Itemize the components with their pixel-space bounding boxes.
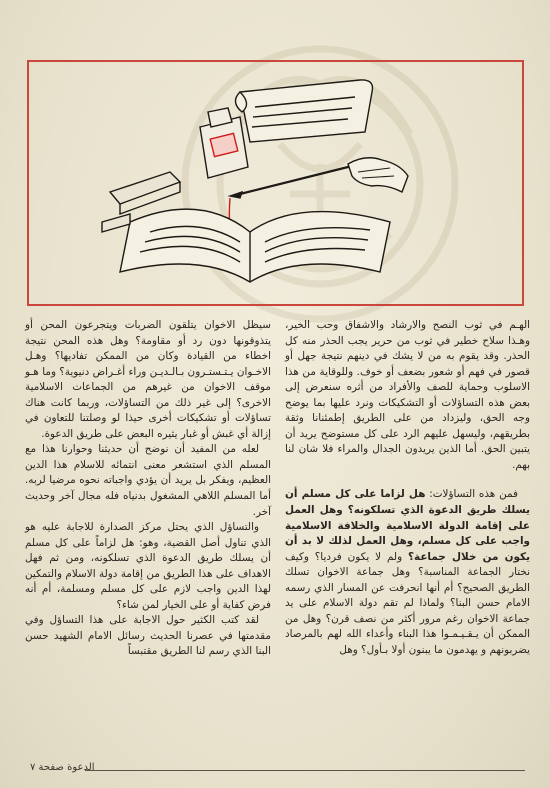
article-column-left [25, 318, 271, 660]
paragraph: الهـم في ثوب النصح والارشاد والاشفاق وحب الخير، وهـذا سلاح خطير في ثوب من حرير يجب الحذر منه كل الحذر. وقد يقوم به من لا يشك في دينهم نتيجة جهل أو قصور في فهم أو شعور بضعف أو خوف. وللوقاية من هذا الاسلوب وحماية للصف والأفراد من أثره سنعرض إلى بعض هذه التساؤلات أو التشكيكات ونرد عليها بما يوضح وجه الحق، وليزداد من على الطريق إطمئنانا وثقة بطريقهم، وليسهل عليهم الرد على كل مستوضح يريد أن يتبين الحق. أما الذين يريدون الجدال والمراء فلا شان لنا بهم. [285, 319, 530, 471]
paragraph: لقد كتب الكثير حول الاجابة على هذا التساؤل وفي مقدمتها في عصرنا الحديث رسائل الامام الشهيد حسن البنا الذي رسم لنا الطريق مقتبساً [25, 614, 271, 658]
paragraph: سيظل الاخوان يتلقون الضربات ويتجرعون المحن أو يتذوقونها دون رد أو مقاومة؟ وهل هذه المحن نتيجة اخطاء من القيادة وكان من الممكن تفاديها؟ وهـل الاخـوان يـتـستـرون بـالـديـن وراء أغـراض دنيوية؟ وما هـو موقف الاخوان من غيرهم من الجماعات الاسلامية الاخرى؟ إلى غير ذلك من التساؤلات، وربما كانت هناك تساؤلات أو تشكيكات أخرى حيذا لو وصلتنا للتعاون في إزالة أي غبش أو غبار يثيره البعض على طريق الدعوة. [25, 319, 271, 440]
footer-divider [85, 770, 525, 771]
paragraph: لعله من المفيد أن نوضح أن حديثنا وحوارنا هذا مع المسلم الذي استشعر معنى انتمائه للاسلام هذا الدين العظيم، ويفكر بل يريد أن يؤدي واجباته نحوه مرضيا لربه. أما المسلم اللاهي المشغول بدنياه فله مجال آخر وحديث آخر. [25, 443, 271, 518]
paragraph: والتساؤل الذي يحتل مركز الصدارة للاجابة عليه هو الذي تناول أصل القضية، وهو: هل لزاماً على كل مسلم أن يسلك طريق الدعوة الذي تسلكونه، ومن ثم فهل الاهداف على هذا الطريق من إقامة دولة الاسلام والتمكين لهذا الدين واجب لازم على كل مسلم ومسلمة، أم أنه فرض كفاية أو على الخيار لمن شاء؟ [25, 521, 271, 611]
highlighted-question: هل لزاما على كل مسلم أن يسلك طريق الدعوة الذي تسلكونه؟ وهل العمل على إقامة الدولة الاسلامية والخلافة الاسلامية واجب على كل مسلم، وهل العمل لذلك لا بد أن يكون من خلال جماعة؟ [285, 488, 530, 563]
page-footer: الدعوة صفحة ٧ [30, 762, 95, 773]
paragraph-continuation: ولم لا يكون فرديا؟ وكيف نختار الجماعة المناسبة؟ وهل جماعة الاخوان تسلك الطريق الصحيح؟ أم أنها انحرفت عن المسار الذي رسمه الامام حسن البنا؟ ولماذا لم تقم دولة الاسلام على يد جماعة الاخوان رغم مرور أكثر من نصف قرن؟ وهل من الممكن أن يـقـيـمـوا هذا البناء وأعداء الله لهم بالمرصاد يضربونهم و يهدمون ما يبنون أولا بـأول؟ وهل [285, 550, 530, 656]
paragraph [285, 487, 530, 658]
paragraph-intro: فمن هذه التساؤلات: [425, 488, 518, 501]
pen-and-book-illustration [90, 72, 420, 297]
article-column-right [285, 318, 530, 658]
